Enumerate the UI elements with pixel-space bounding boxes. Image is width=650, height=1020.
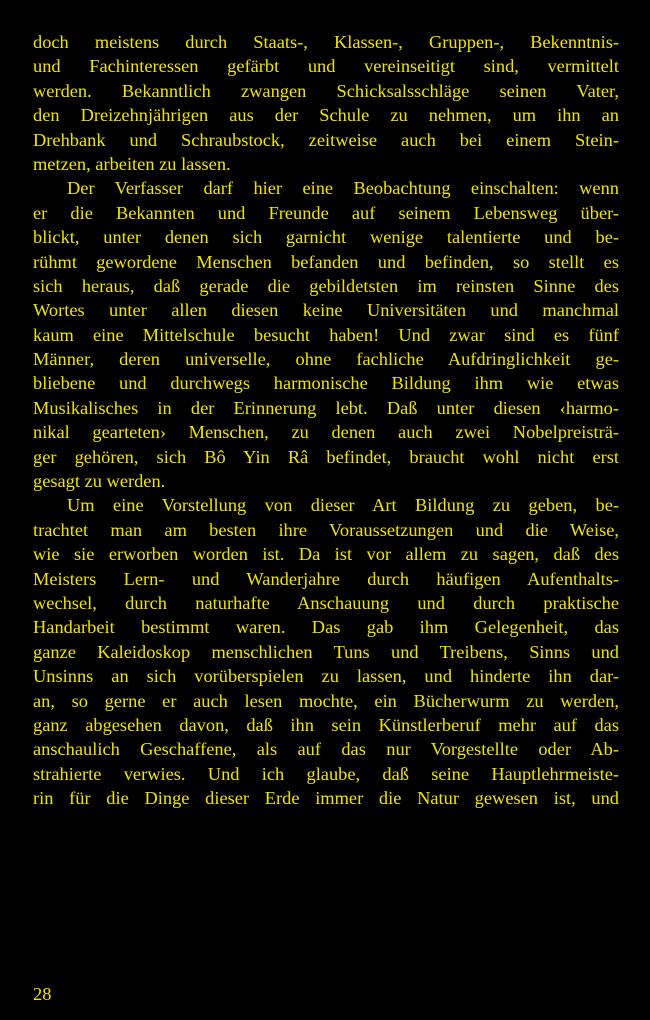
text-line: ganz abgesehen davon, daß ihn sein Künstlerberuf mehr auf das: [33, 714, 619, 735]
text-line: den Dreizehnjährigen aus der Schule zu nehmen, um ihn an: [33, 105, 619, 126]
text-line: wie sie erworben worden ist. Da ist vor allem zu sagen, daß des: [33, 544, 619, 565]
text-line: kaum eine Mittelschule besucht haben! Und zwar sind es fünf: [33, 324, 619, 345]
text-line: ger gehören, sich Bô Yin Râ befindet, braucht wohl nicht erst: [33, 446, 619, 467]
paragraph-start-line: Um eine Vorstellung von dieser Art Bildung zu geben, be-: [67, 495, 619, 516]
body-text: [33, 30, 619, 811]
text-line: Männer, deren universelle, ohne fachliche Aufdringlichkeit ge-: [33, 349, 619, 370]
text-line: nikal gearteten› Menschen, zu denen auch zwei Nobelpreisträ-: [33, 422, 619, 443]
text-line: Meisters Lern- und Wanderjahre durch häufigen Aufenthalts-: [33, 568, 619, 589]
text-line: Handarbeit bestimmt waren. Das gab ihm Gelegenheit, das: [33, 617, 619, 638]
text-line: Musikalisches in der Erinnerung lebt. Daß unter diesen ‹harmo-: [33, 397, 619, 418]
page-number: 28: [33, 984, 52, 1004]
text-line: an, so gerne er auch lesen mochte, ein Bücherwurm zu werden,: [33, 690, 619, 711]
text-line: metzen, arbeiten zu lassen.: [33, 153, 231, 174]
text-line: Unsinns an sich vorüberspielen zu lassen, und hinderte ihn dar-: [33, 666, 619, 687]
text-line: rühmt gewordene Menschen befanden und befinden, so stellt es: [33, 251, 619, 272]
text-line: Drehbank und Schraubstock, zeitweise auch bei einem Stein-: [33, 129, 619, 150]
text-line: ganze Kaleidoskop menschlichen Tuns und Treibens, Sinns und: [33, 641, 619, 662]
text-line: gesagt zu werden.: [33, 471, 166, 492]
paragraph-start-line: Der Verfasser darf hier eine Beobachtung einschalten: wenn: [67, 178, 619, 199]
text-line: wechsel, durch naturhafte Anschauung und durch praktische: [33, 592, 619, 613]
text-line: bliebene und durchwegs harmonische Bildung ihm wie etwas: [33, 373, 619, 394]
text-line: strahierte verwies. Und ich glaube, daß seine Hauptlehrmeiste-: [33, 763, 619, 784]
text-line: er die Bekannten und Freunde auf seinem Lebensweg über-: [33, 202, 619, 223]
text-line: Wortes unter allen diesen keine Universitäten und manchmal: [33, 300, 619, 321]
text-line: und Fachinteressen gefärbt und vereinseitigt sind, vermittelt: [33, 56, 619, 77]
text-line: sich heraus, daß gerade die gebildetsten im reinsten Sinne des: [33, 275, 619, 296]
text-line: trachtet man am besten ihre Voraussetzungen und die Weise,: [33, 519, 619, 540]
text-line: werden. Bekanntlich zwangen Schicksalsschläge seinen Vater,: [33, 80, 619, 101]
text-line: blickt, unter denen sich garnicht wenige talentierte und be-: [33, 227, 619, 248]
text-line: anschaulich Geschaffene, als auf das nur Vorgestellte oder Ab-: [33, 739, 619, 760]
text-line: rin für die Dinge dieser Erde immer die Natur gewesen ist, und: [33, 788, 619, 809]
text-line: doch meistens durch Staats-, Klassen-, Gruppen-, Bekenntnis-: [33, 32, 619, 52]
